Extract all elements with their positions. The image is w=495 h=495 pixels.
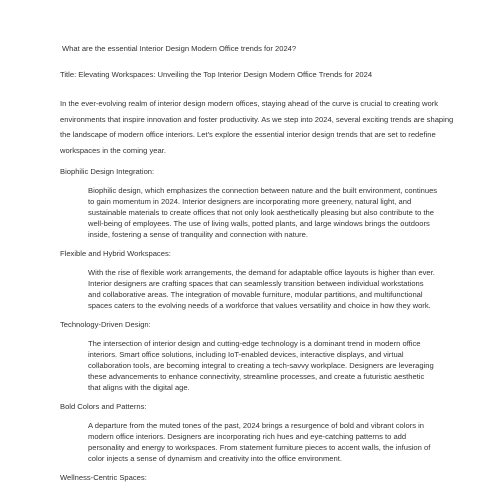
- section-heading-bold-colors: Bold Colors and Patterns:: [60, 402, 147, 411]
- section-heading-technology: Technology-Driven Design:: [60, 320, 151, 329]
- section-heading-wellness: Wellness-Centric Spaces:: [60, 473, 147, 482]
- document-title: Title: Elevating Workspaces: Unveiling the Top Interior Design Modern Office Trends for 2024: [60, 70, 373, 79]
- section-body-bold-colors: A departure from the muted tones of the past, 2024 brings a resurgence of bold and vibrant colors in modern office interiors. Designers are incorporating rich hues and eye-catching patterns to add personality and energy to workspaces. From statement furniture pieces to accent walls, the infusion of color injects a sense of dynamism and creativity into the office environment.: [88, 421, 431, 463]
- intro-paragraph: In the ever-evolving realm of interior design modern offices, staying ahead of the curve is crucial to creating work environments that inspire innovation and foster productivity. As we step into 2024, several exciting trends are shaping the landscape of modern office interiors. Let's explore the essential interior design trends that are set to redefine workspaces in the coming year.: [60, 99, 454, 155]
- section-body-technology: The intersection of interior design and cutting-edge technology is a dominant trend in modern office interiors. Smart office solutions, including IoT-enabled devices, interactive displays, and virtual collaboration tools, are becoming integral to creating a tech-savvy workplace. Designers are leveraging these advancements to enhance connectivity, streamline processes, and create a futuristic aesthetic that aligns with the digital age.: [88, 339, 434, 392]
- document-question: What are the essential Interior Design Modern Office trends for 2024?: [62, 44, 297, 53]
- section-heading-flexible: Flexible and Hybrid Workspaces:: [60, 249, 171, 258]
- section-body-biophilic: Biophilic design, which emphasizes the connection between nature and the built environment, continues to gain momentum in 2024. Interior designers are incorporating more greenery, natural light, and sustainable materials to create offices that not only look aesthetically pleasing but also contribute to the well-being of employees. The use of living walls, potted plants, and large windows brings the outdoors inside, fostering a sense of tranquility and connection with nature.: [88, 186, 438, 239]
- section-body-flexible: With the rise of flexible work arrangements, the demand for adaptable office layouts is higher than ever. Interior designers are crafting spaces that can seamlessly transition between individual workstations and collaborative areas. The integration of movable furniture, modular partitions, and multifunctional spaces caters to the evolving needs of a workforce that values versatility and choice in how they work.: [88, 268, 435, 310]
- section-heading-biophilic: Biophilic Design Integration:: [60, 167, 155, 176]
